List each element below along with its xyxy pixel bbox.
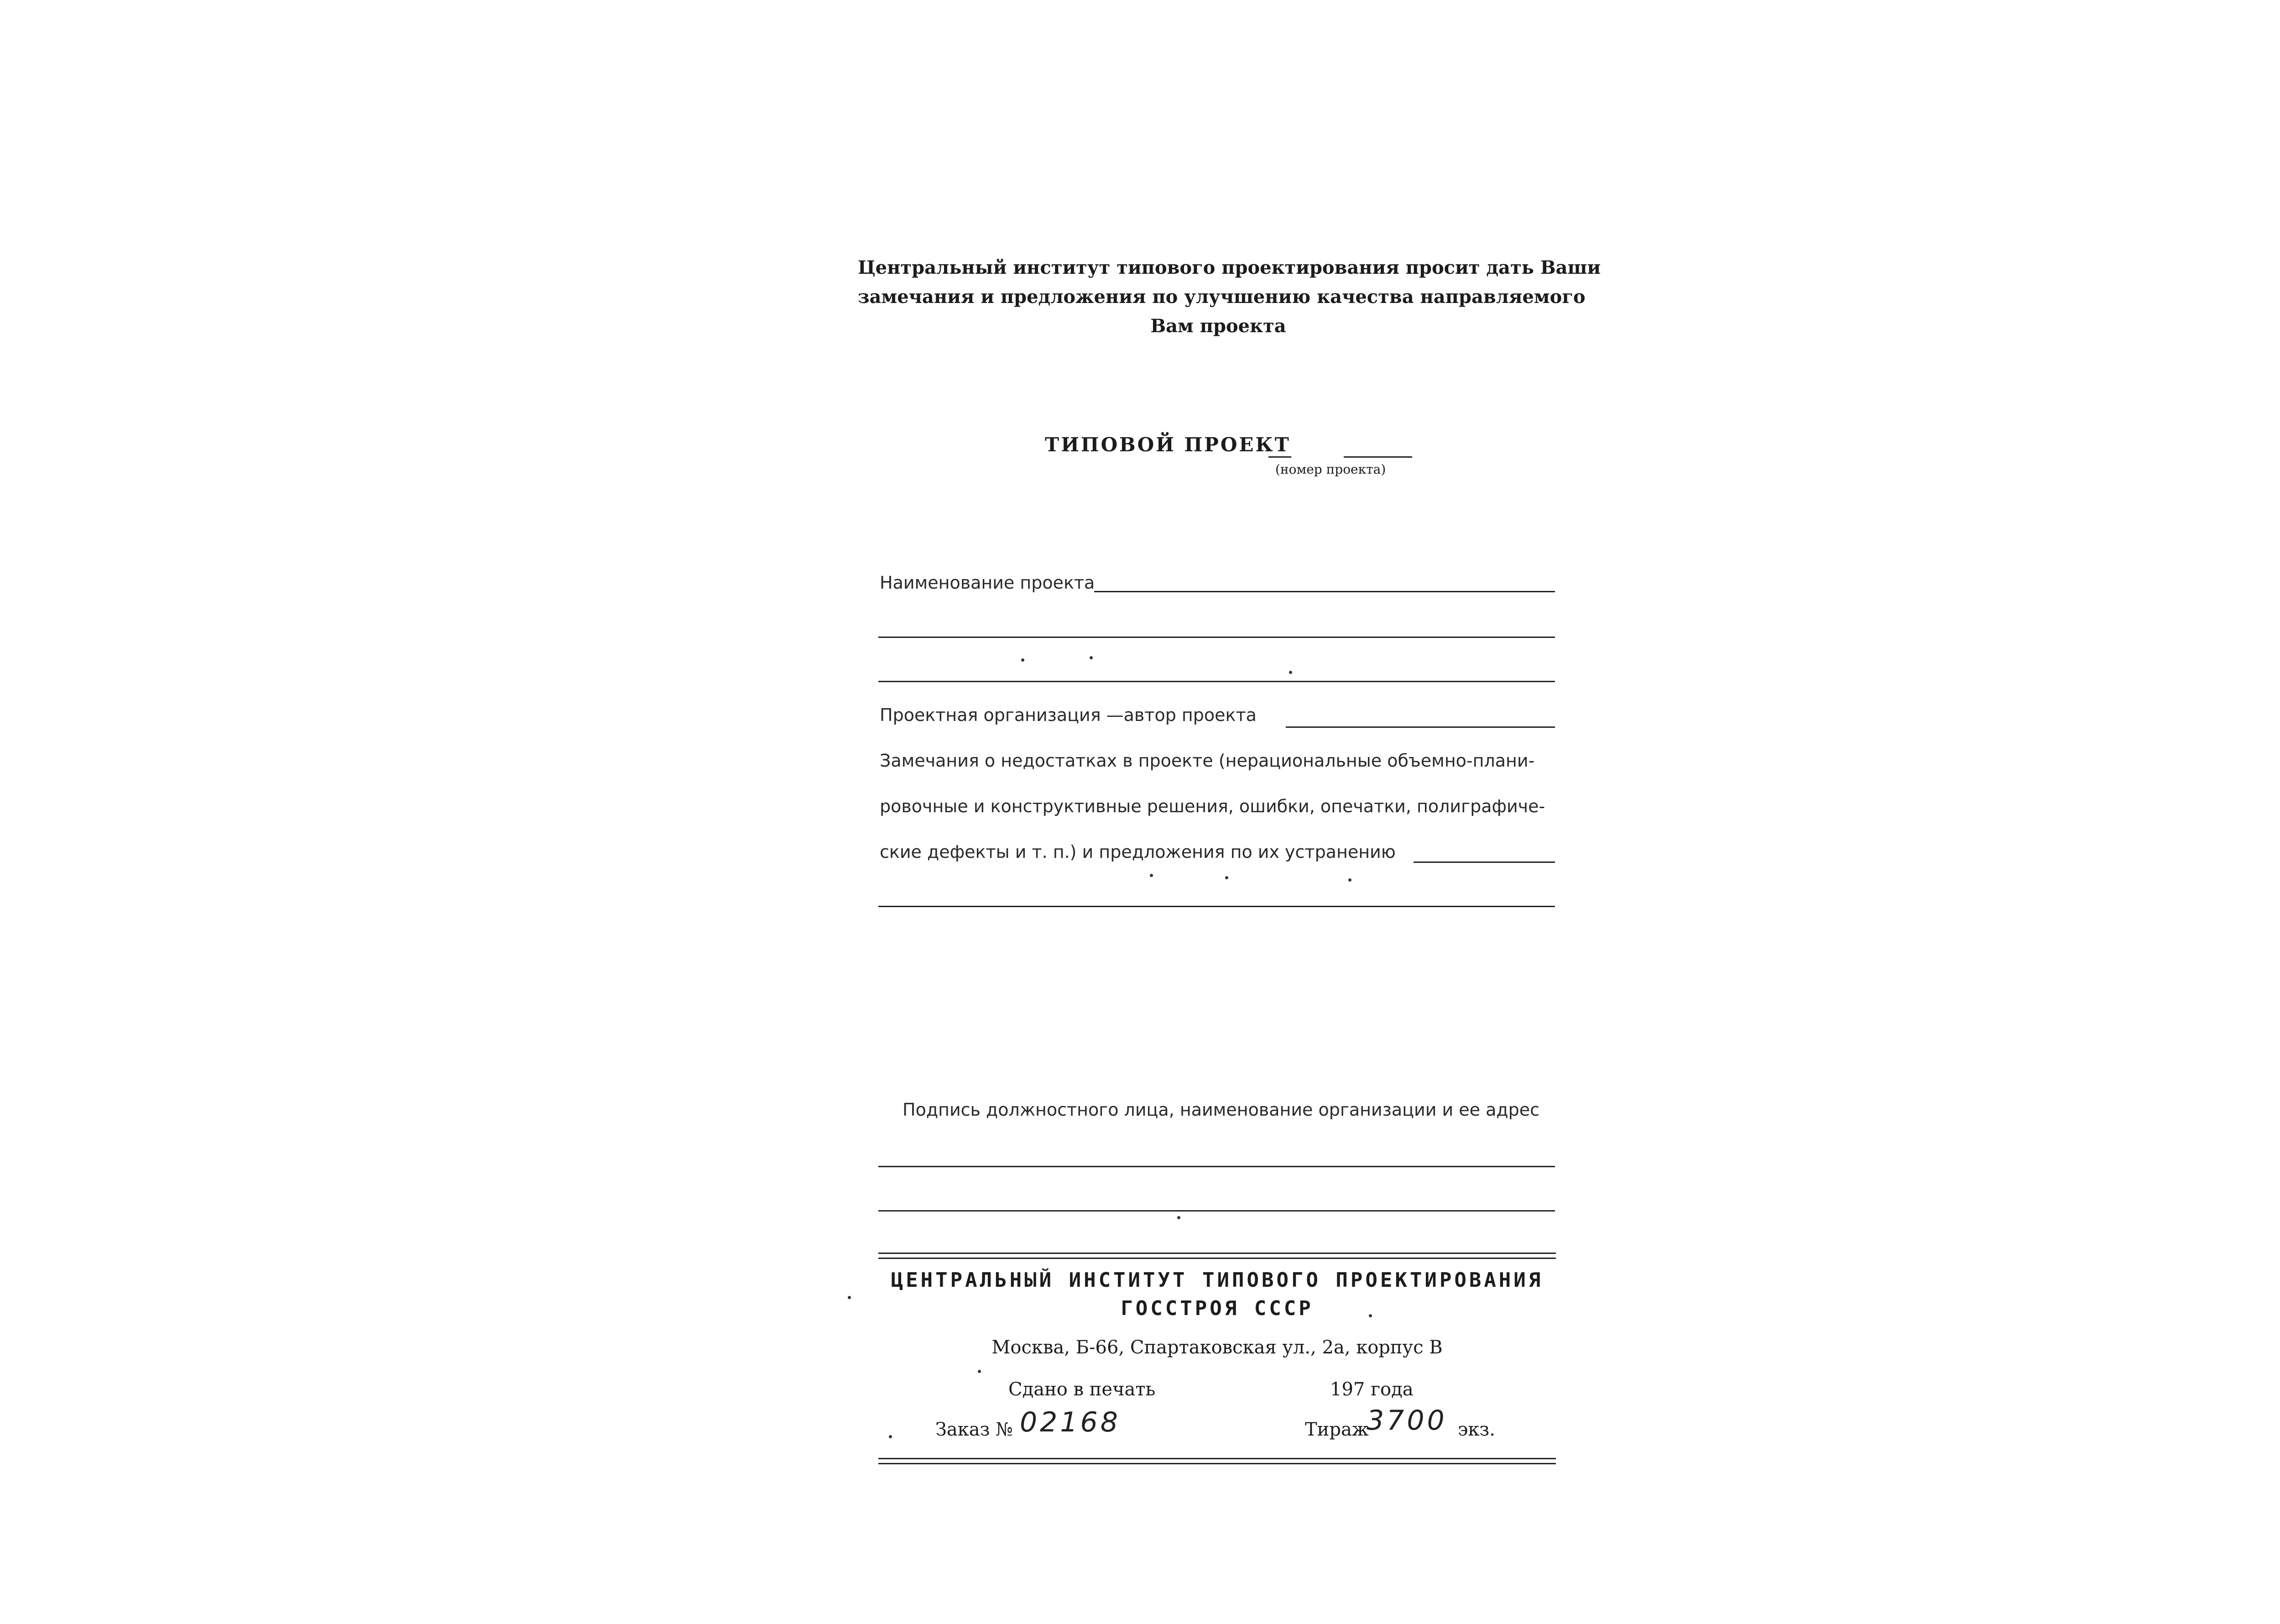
author-org-line[interactable] — [1286, 726, 1555, 728]
scan-speck — [1150, 874, 1153, 877]
print-run-value: 3700 — [1367, 1405, 1447, 1436]
institute-top-rule — [878, 1253, 1556, 1259]
institute-bottom-rule — [878, 1458, 1556, 1464]
scan-speck — [848, 1296, 851, 1299]
scan-speck — [1369, 1314, 1372, 1317]
year-label: 197 года — [1330, 1379, 1414, 1400]
project-name-line[interactable] — [1094, 591, 1555, 592]
request-text — [858, 253, 1601, 341]
project-number-caption: (номер проекта) — [1275, 462, 1386, 477]
author-org-label: Проектная организация —автор проекта — [880, 705, 1257, 725]
project-title: ТИПОВОЙ ПРОЕКТ — [1045, 433, 1291, 456]
signature-line[interactable] — [878, 1166, 1555, 1167]
signature-label: Подпись должностного лица, наименование организации и ее адрес — [903, 1100, 1540, 1120]
project-name-line[interactable] — [878, 681, 1555, 682]
scan-speck — [1177, 1216, 1180, 1219]
scan-speck — [1348, 878, 1351, 882]
request-line: Центральный институт типового проектирования просит дать Ваши — [858, 257, 1601, 278]
scan-speck — [978, 1370, 981, 1373]
sent-to-print-label: Сдано в печать — [1008, 1379, 1156, 1400]
scan-speck — [1225, 876, 1228, 879]
scan-speck — [1090, 656, 1093, 659]
print-run-label: Тираж — [1305, 1419, 1369, 1440]
project-name-line[interactable] — [878, 637, 1555, 638]
scan-speck — [1021, 658, 1024, 662]
remarks-text-line: Замечания о недостатках в проекте (нерациональные объемно-плани- — [880, 751, 1535, 771]
project-number-line[interactable] — [1344, 456, 1412, 458]
project-number-line[interactable] — [1268, 456, 1291, 458]
institute-address: Москва, Б-66, Спартаковская ул., 2а, корпус В — [991, 1337, 1443, 1358]
remarks-text-line: ровочные и конструктивные решения, ошибки, опечатки, полиграфиче- — [880, 796, 1545, 816]
order-number: 02168 — [1020, 1406, 1121, 1438]
copies-unit: экз. — [1458, 1419, 1495, 1440]
remarks-text-line: ские дефекты и т. п.) и предложения по их устранению — [880, 842, 1396, 862]
scan-speck — [889, 1435, 892, 1438]
project-name-label: Наименование проекта — [880, 573, 1095, 593]
request-line: Вам проекта — [1150, 315, 1286, 337]
request-line: замечания и предложения по улучшению качества направляемого — [858, 286, 1586, 308]
order-label: Заказ № — [935, 1419, 1013, 1440]
signature-line[interactable] — [878, 1210, 1555, 1211]
remarks-line[interactable] — [878, 906, 1555, 907]
institute-name: ЦЕНТРАЛЬНЫЙ ИНСТИТУТ ТИПОВОГО ПРОЕКТИРОВАНИЯ — [891, 1269, 1544, 1292]
institute-ministry: ГОССТРОЯ СССР — [1121, 1297, 1314, 1320]
scan-speck — [1289, 671, 1292, 674]
remarks-line[interactable] — [1414, 862, 1555, 863]
